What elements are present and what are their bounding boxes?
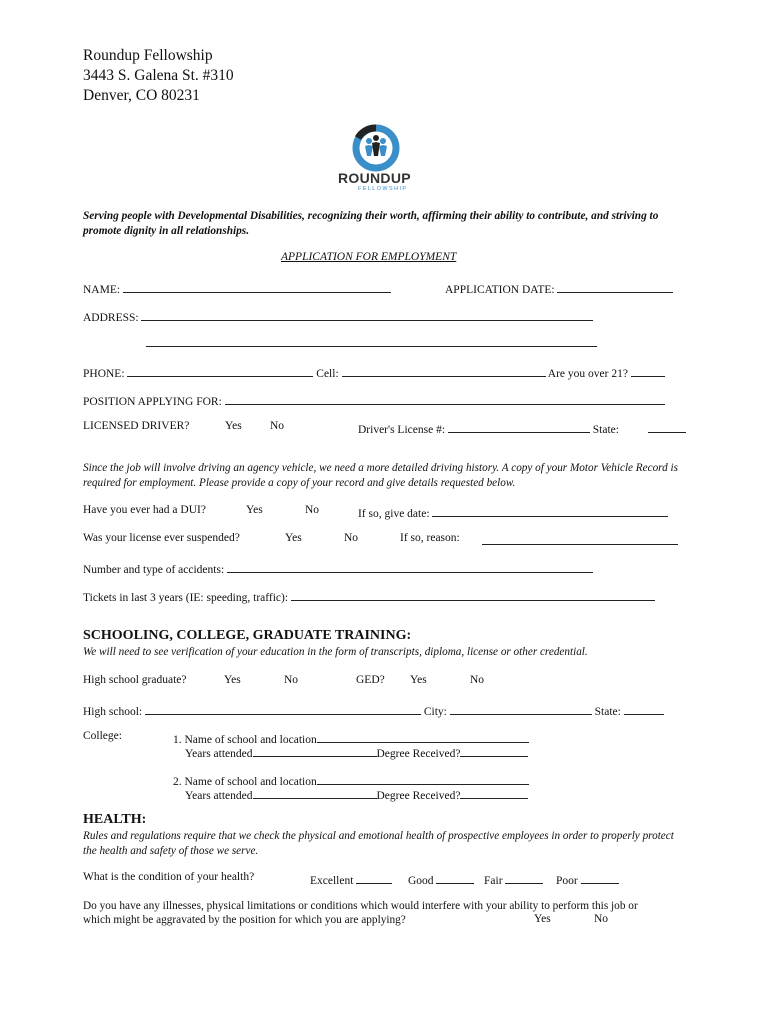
poor-label: Poor — [556, 875, 578, 887]
phone-field[interactable] — [127, 364, 313, 377]
hs-row — [83, 702, 664, 718]
college-2-label: 2. Name of school and location — [173, 776, 317, 788]
over21-field[interactable] — [631, 364, 665, 377]
college-1-years-field[interactable] — [253, 744, 377, 757]
illness-yes[interactable]: Yes — [534, 913, 551, 925]
address-field-2[interactable] — [146, 336, 597, 347]
hs-grad-yes[interactable]: Yes — [224, 674, 241, 686]
dui-yes[interactable]: Yes — [246, 504, 263, 516]
name-field[interactable] — [123, 280, 391, 293]
accidents-field[interactable] — [227, 560, 593, 573]
org-name: Roundup Fellowship — [83, 47, 213, 64]
hs-field[interactable] — [145, 702, 421, 715]
licensed-label: LICENSED DRIVER? — [83, 420, 190, 432]
college-1-degree-field[interactable] — [460, 744, 528, 757]
good-field[interactable] — [436, 871, 474, 884]
ged-yes[interactable]: Yes — [410, 674, 427, 686]
excellent-field[interactable] — [356, 871, 392, 884]
logo-wordmark: ROUNDUP — [338, 170, 411, 186]
college-1-years-label: Years attended — [185, 748, 253, 760]
dui-date-label: If so, give date: — [358, 508, 430, 520]
hs-city-field[interactable] — [450, 702, 592, 715]
ged-no[interactable]: No — [470, 674, 485, 686]
app-date-row — [445, 280, 673, 296]
health-good-row — [408, 871, 474, 887]
app-date-label: APPLICATION DATE: — [445, 284, 555, 296]
college-2-field[interactable] — [317, 772, 529, 785]
cell-label: Cell: — [316, 368, 339, 380]
health-excellent-row — [310, 871, 392, 887]
college-label: College: — [83, 730, 122, 742]
address-label: ADDRESS: — [83, 312, 139, 324]
illness-no[interactable]: No — [594, 913, 609, 925]
college-2-years-field[interactable] — [253, 786, 377, 799]
tickets-row — [83, 588, 655, 604]
accidents-row — [83, 560, 593, 576]
suspended-no[interactable]: No — [344, 532, 359, 544]
hs-state-field[interactable] — [624, 702, 664, 715]
college-2-degree-field[interactable] — [460, 786, 528, 799]
over21-label: Are you over 21? — [547, 368, 628, 380]
health-title: HEALTH: — [83, 812, 147, 827]
dui-question: Have you ever had a DUI? — [83, 504, 206, 516]
hs-state-label: State: — [594, 706, 621, 718]
suspended-reason-label: If so, reason: — [400, 532, 460, 544]
college-2-degree-label: Degree Received? — [376, 790, 461, 802]
mission-statement: Serving people with Developmental Disabilities, recognizing their worth, affirming their ability to contribute, and striving to promote dignity in all relationships. — [83, 210, 659, 237]
health-fair-row — [484, 871, 543, 887]
hs-grad-no[interactable]: No — [284, 674, 299, 686]
address-field-1[interactable] — [141, 308, 593, 321]
org-street: 3443 S. Galena St. #310 — [83, 67, 234, 84]
schooling-title: SCHOOLING, COLLEGE, GRADUATE TRAINING: — [83, 628, 412, 643]
hs-city-label: City: — [423, 706, 447, 718]
health-condition-question: What is the condition of your health? — [83, 871, 255, 883]
fair-label: Fair — [484, 875, 503, 887]
college-2-years-row — [185, 786, 528, 802]
poor-field[interactable] — [581, 871, 619, 884]
fair-field[interactable] — [505, 871, 543, 884]
tickets-label: Tickets in last 3 years (IE: speeding, traffic): — [83, 592, 289, 604]
hs-label: High school: — [83, 706, 143, 718]
position-row — [83, 392, 665, 408]
form-title: APPLICATION FOR EMPLOYMENT — [281, 251, 457, 263]
suspended-reason-field[interactable] — [482, 532, 678, 545]
logo-subtext: FELLOWSHIP — [358, 186, 408, 192]
hs-grad-question: High school graduate? — [83, 674, 187, 686]
dl-label: Driver's License #: — [358, 424, 446, 436]
ged-question: GED? — [356, 674, 385, 686]
suspended-question: Was your license ever suspended? — [83, 532, 240, 544]
suspended-yes[interactable]: Yes — [285, 532, 302, 544]
roundup-logo — [336, 124, 416, 194]
name-label: NAME: — [83, 284, 121, 296]
college-2-years-label: Years attended — [185, 790, 253, 802]
dl-state-field[interactable] — [648, 420, 686, 433]
tickets-field[interactable] — [291, 588, 655, 601]
excellent-label: Excellent — [310, 875, 354, 887]
schooling-note: We will need to see verification of your education in the form of transcripts, diploma, license or other credential. — [83, 646, 588, 658]
college-1-field[interactable] — [317, 730, 529, 743]
name-row — [83, 280, 391, 296]
college-1-years-row — [185, 744, 528, 760]
accidents-label: Number and type of accidents: — [83, 564, 225, 576]
position-label: POSITION APPLYING FOR: — [83, 396, 222, 408]
dl-state-label: State: — [592, 424, 619, 436]
position-field[interactable] — [225, 392, 665, 405]
good-label: Good — [408, 875, 434, 887]
dui-date-field[interactable] — [432, 504, 668, 517]
college-1-degree-label: Degree Received? — [376, 748, 461, 760]
illness-question: Do you have any illnesses, physical limitations or conditions which would interfere with your ability to perform this job or which might be aggravated by the position for which you are applying? — [83, 900, 638, 926]
driving-note: Since the job will involve driving an agency vehicle, we need a more detailed driving history. A copy of your Motor Vehicle Record is required for employment. Please provide a copy of your record and give details requested below. — [83, 462, 678, 489]
phone-label: PHONE: — [83, 368, 125, 380]
health-poor-row — [556, 871, 619, 887]
health-note: Rules and regulations require that we check the physical and emotional health of prospective employees in order to properly protect the health and safety of those we serve. — [83, 830, 674, 857]
address-row — [83, 308, 593, 324]
licensed-no[interactable]: No — [270, 420, 285, 432]
dui-no[interactable]: No — [305, 504, 320, 516]
college-1-label: 1. Name of school and location — [173, 734, 317, 746]
app-date-field[interactable] — [557, 280, 673, 293]
dui-date-row — [358, 504, 668, 520]
phone-row — [83, 364, 665, 380]
dl-row — [358, 420, 619, 436]
dl-field[interactable] — [448, 420, 590, 433]
licensed-yes[interactable]: Yes — [225, 420, 242, 432]
org-city: Denver, CO 80231 — [83, 87, 200, 104]
cell-field[interactable] — [342, 364, 546, 377]
